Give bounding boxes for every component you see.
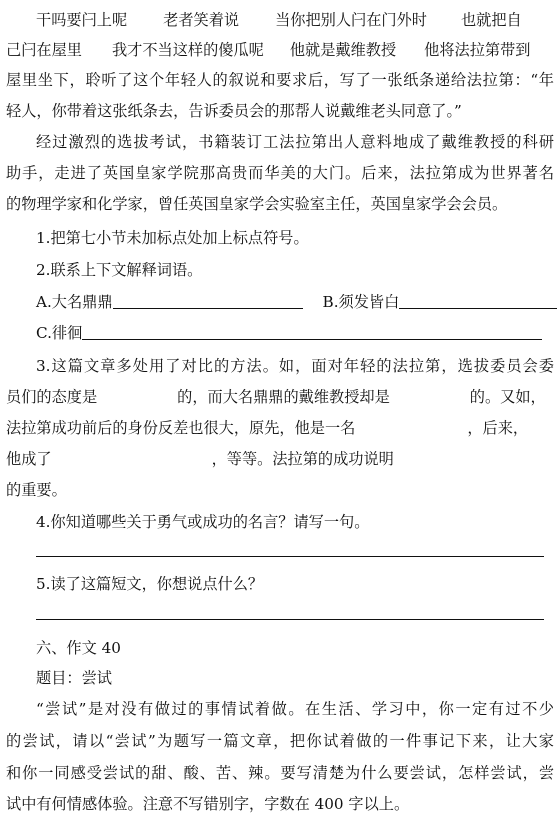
passage-p2-line3: 的物理学家和化学家，曾任英国皇家学会实验室主任，英国皇家学会会员。 [6, 195, 508, 213]
question-3-line5: 的重要。 [6, 481, 67, 499]
question-3-line4 [6, 448, 554, 470]
question-2a-label: A.大名鼎鼎 [36, 293, 113, 311]
answer-blank-2a[interactable] [113, 293, 303, 309]
passage-segment: 他就是戴维教授 [289, 41, 397, 59]
question-2-stem: 2.联系上下文解释词语。 [36, 261, 203, 279]
passage-p1-line4: 轻人，你带着这张纸条去，告诉委员会的那帮人说戴维老头同意了。” [6, 102, 462, 120]
question-3-text: ，等等。法拉第的成功说明 [211, 450, 394, 468]
question-3-line2 [6, 386, 554, 408]
essay-prompt-line4: 试中有何情感体验。注意不写错别字，字数在 400 字以上。 [6, 795, 410, 813]
passage-p1-line3: 屋里坐下，聆听了这个年轻人的叙说和要求后，写了一张纸条递给法拉第：“年 [6, 71, 554, 89]
question-3-text: 员们的态度是 [6, 388, 98, 406]
essay-topic: 题目：尝试 [36, 669, 112, 687]
question-2c-label: C.徘徊 [36, 324, 83, 342]
question-3-text: ，后来， [467, 419, 529, 437]
answer-blank-2c[interactable] [82, 324, 542, 340]
passage-segment: 干吗要闩上呢 [36, 11, 128, 29]
answer-line-5[interactable] [36, 619, 544, 620]
answer-blank-2b[interactable] [399, 293, 557, 309]
question-3-line3 [6, 417, 554, 439]
question-3-text: 的。又如， [469, 388, 546, 406]
passage-p1-line2 [6, 39, 554, 61]
question-2b-label: B.须发皆白 [322, 293, 400, 311]
passage-p2-line2: 助手，走进了英国皇家学院那高贵而华美的大门。后来，法拉第成为世界著名 [6, 164, 554, 182]
question-4: 4.你知道哪些关于勇气或成功的名言？请写一句。 [36, 513, 370, 531]
question-2-ab [36, 291, 554, 313]
essay-prompt-line3: 和你一同感受尝试的甜、酸、苦、辣。要写清楚为什么要尝试，怎样尝试，尝 [6, 764, 554, 782]
essay-prompt-line2: 的尝试，请以“尝试”为题写一篇文章，把你试着做的一件事记下来，让大家 [6, 732, 554, 750]
passage-segment: 老者笑着说 [163, 11, 240, 29]
essay-prompt-line1: “尝试”是对没有做过的事情试着做。在生活、学习中，你一定有过不少 [36, 700, 554, 718]
question-3-text: 他成了 [6, 450, 52, 468]
question-3-line1: 3.这篇文章多处用了对比的方法。如，面对年轻的法拉第，选拔委员会委 [36, 357, 554, 375]
passage-segment: 当你把别人闩在门外时 [275, 11, 427, 29]
passage-segment: 己闩在屋里 [6, 41, 82, 59]
passage-segment: 他将法拉第带到 [424, 41, 531, 59]
essay-heading: 六、作文 40 [36, 639, 121, 657]
question-3-text: 法拉第成功前后的身份反差也很大，原先，他是一名 [6, 419, 356, 437]
question-3-text: 的，而大名鼎鼎的戴维教授却是 [177, 388, 390, 406]
question-1: 1.把第七小节未加标点处加上标点符号。 [36, 229, 309, 247]
question-5: 5.读了这篇短文，你想说点什么？ [36, 575, 264, 593]
passage-segment: 也就把自 [460, 11, 522, 29]
passage-p1-line1 [6, 9, 554, 31]
passage-p2-line1: 经过激烈的选拔考试，书籍装订工法拉第出人意料地成了戴维教授的科研 [36, 133, 554, 151]
passage-segment: 我才不当这样的傻瓜呢 [111, 41, 264, 59]
question-2-c [36, 322, 554, 344]
answer-line-4[interactable] [36, 556, 544, 557]
